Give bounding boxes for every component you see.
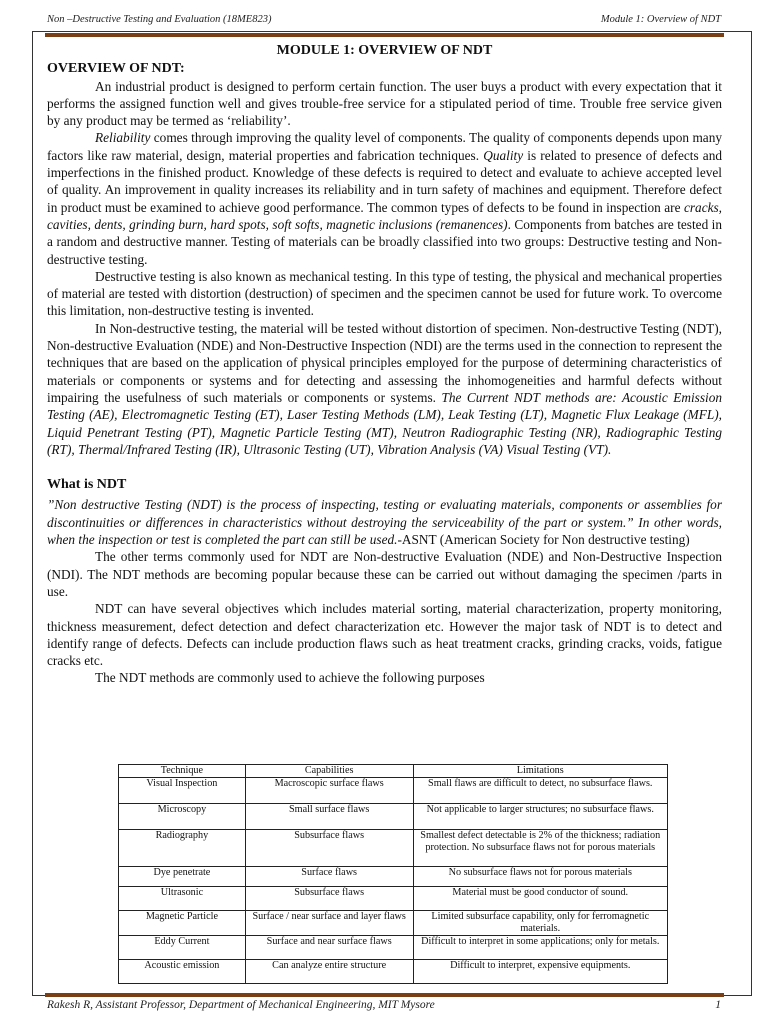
running-header <box>47 14 721 28</box>
column-header: Limitations <box>413 765 667 778</box>
technique-cell: Magnetic Particle <box>119 911 246 936</box>
quote-source: -ASNT (American Society for Non destructive testing) <box>397 532 690 548</box>
column-header: Technique <box>119 765 246 778</box>
table-row <box>119 887 668 911</box>
column-header: Capabilities <box>245 765 413 778</box>
table-row <box>119 778 668 804</box>
text: . Components from batches are tested in a random and destructive manner. Testing of materials can be broadly classified into two groups: Destructive testing and Non-destructive testing. <box>47 216 722 267</box>
limitation-cell: No subsurface flaws not for porous materials <box>413 867 667 887</box>
table-row <box>119 830 668 867</box>
technique-cell: Acoustic emission <box>119 960 246 984</box>
page-content <box>47 42 722 687</box>
paragraph: NDT can have several objectives which includes material sorting, material characterization, property monitoring, thickness measurement, defect detection and defect characterization etc. However the major task of NDT is to detect and identify range of defects. Defects can include production flaws such as heat treatment cracks, grinding cracks, voids, fatigue cracks etc. <box>47 601 722 669</box>
limitation-cell: Limited subsurface capability, only for ferromagnetic materials. <box>413 911 667 936</box>
spacer <box>47 458 722 476</box>
capability-cell: Small surface flaws <box>245 804 413 830</box>
table-row <box>119 960 668 984</box>
header-rule <box>45 33 724 37</box>
limitation-cell: Smallest defect detectable is 2% of the thickness; radiation protection. No subsurface flaws not for porous materials <box>413 830 667 867</box>
text: In Non-destructive testing, the material will be tested without distortion of specimen. Non-destructive Testing (NDT), Non-destructive Evaluation (NDE) and Non-Destructive Inspection (NDI) are the terms used in the connection to represent the techniques that are based on the application of physical principles employed for the purpose of determining characteristics of materials or components or systems and for detecting and assessing the inhomogeneities and harmful defects without impairing the usefulness of such materials or components or systems. <box>47 320 722 405</box>
paragraph: The other terms commonly used for NDT are Non-destructive Evaluation (NDE) and Non-Destructive Inspection (NDI). The NDT methods are becoming popular because these can be carried out without damaging the specimen /parts in use. <box>47 549 722 599</box>
table-row <box>119 936 668 960</box>
table-row <box>119 867 668 887</box>
module-title: Module 1: Overview of NDT <box>600 14 721 25</box>
technique-cell: Visual Inspection <box>119 778 246 804</box>
technique-cell: Eddy Current <box>119 936 246 960</box>
paragraph: Destructive testing is also known as mechanical testing. In this type of testing, the physical and mechanical properties of material are tested with distortion (destruction) of specimen and the specimen cannot be used for future work. To overcome this limitation, non-destructive testing is invented. <box>47 268 722 319</box>
paragraph <box>47 129 722 267</box>
definition-quote <box>47 496 722 548</box>
footer-rule <box>45 993 724 997</box>
limitation-cell: Difficult to interpret, expensive equipments. <box>413 960 667 984</box>
paragraph <box>47 320 722 458</box>
quote-text: ”Non destructive Testing (NDT) is the process of inspecting, testing or evaluating materials, components or assemblies for discontinuities or differences in characteristics without destroying the serviceability of the part or system.” In other words, when the inspection or test is completed the part can still be used. <box>47 497 722 548</box>
text: comes through improving the quality level of components. The quality of components depends upon many factors like raw material, design, material properties and fabrication techniques. <box>47 130 722 163</box>
limitation-cell: Small flaws are difficult to detect, no subsurface flaws. <box>413 778 667 804</box>
table-header-row <box>119 765 668 778</box>
capability-cell: Subsurface flaws <box>245 830 413 867</box>
page-footer <box>47 999 721 1011</box>
ndt-methods-list: The Current NDT methods are: Acoustic Emission Testing (AE), Electromagnetic Testing (ET), Laser Testing Methods (LM), Leak Testing (LT), Magnetic Flux Leakage (MFL), Liquid Penetrant Testing (PT), Magnetic Particle Testing (MT), Neutron Radiographic Testing (NR), Radiographic Testing (RT), Thermal/Infrared Testing (IR), Ultrasonic Testing (UT), Vibration Analysis (VA) Visual Testing (VT). <box>47 389 722 457</box>
technique-cell: Radiography <box>119 830 246 867</box>
capability-cell: Surface / near surface and layer flaws <box>245 911 413 936</box>
author-line: Rakesh R, Assistant Professor, Department of Mechanical Engineering, MIT Mysore <box>47 999 435 1011</box>
page-title: MODULE 1: OVERVIEW OF NDT <box>276 43 493 58</box>
table-row <box>119 911 668 936</box>
limitation-cell: Material must be good conductor of sound. <box>413 887 667 911</box>
technique-cell: Microscopy <box>119 804 246 830</box>
course-title: Non –Destructive Testing and Evaluation (18ME823) <box>47 14 272 25</box>
section-heading-what-is-ndt: What is NDT <box>47 477 127 493</box>
limitation-cell: Not applicable to larger structures; no subsurface flaws. <box>413 804 667 830</box>
capability-cell: Subsurface flaws <box>245 887 413 911</box>
emphasis: cracks, cavities, dents, grinding burn, hard spots, soft softs, magnetic inclusions (remanences) <box>47 199 722 232</box>
capability-cell: Macroscopic surface flaws <box>245 778 413 804</box>
emphasis: Reliability <box>95 130 151 146</box>
page-number: 1 <box>715 999 721 1011</box>
table-row <box>119 804 668 830</box>
ndt-techniques-table <box>118 764 668 984</box>
capability-cell: Surface and near surface flaws <box>245 936 413 960</box>
text: is related to presence of defects and imperfections in the finished product. Knowledge of these defects is required to detect and evaluate to achieve accepted level of quality. An improvement in quality increases its reliability and in turn safety of machines and equipment. Therefore defect in product must be examined to achieve good performance. The common types of defects to be found in inspection are <box>47 147 722 215</box>
capability-cell: Surface flaws <box>245 867 413 887</box>
paragraph: The NDT methods are commonly used to achieve the following purposes <box>95 670 485 686</box>
capability-cell: Can analyze entire structure <box>245 960 413 984</box>
section-heading-overview: OVERVIEW OF NDT: <box>47 61 185 77</box>
technique-cell: Ultrasonic <box>119 887 246 911</box>
paragraph: An industrial product is designed to perform certain function. The user buys a product with every expectation that it performs the assigned function well and gives trouble-free service for a stipulated period of time. Trouble free service given by any product may be termed as ‘reliability’. <box>47 78 722 129</box>
emphasis: Quality <box>483 147 524 163</box>
technique-cell: Dye penetrate <box>119 867 246 887</box>
limitation-cell: Difficult to interpret in some applications; only for metals. <box>413 936 667 960</box>
